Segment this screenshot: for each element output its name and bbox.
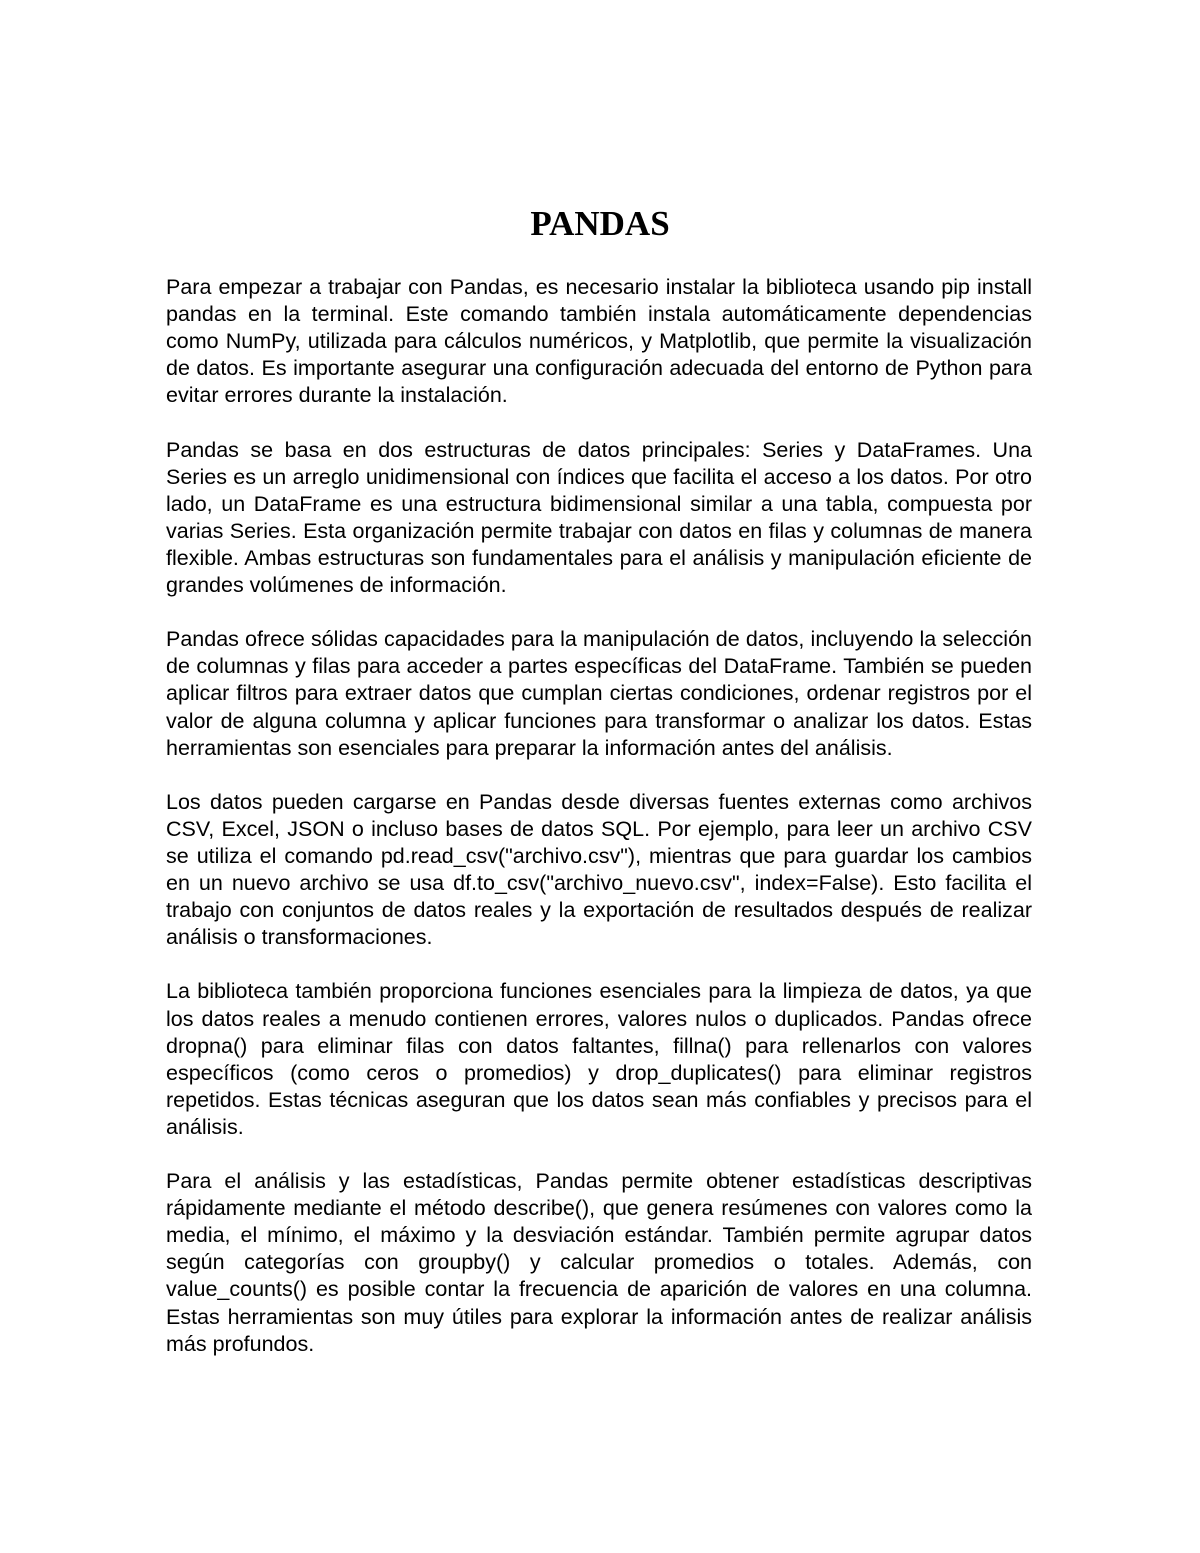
paragraph-installation: Para empezar a trabajar con Pandas, es necesario instalar la biblioteca usando pip install pandas en la terminal. Este comando también instala automáticamente dependencias como NumPy, utilizada para cálculos numéricos, y Matplotlib, que permite la visualización de datos. Es importante asegurar una configuración adecuada del entorno de Python para evitar errores durante la instalación. (166, 275, 1032, 408)
paragraph-manipulation: Pandas ofrece sólidas capacidades para la manipulación de datos, incluyendo la selección de columnas y filas para acceder a partes específicas del DataFrame. También se pueden aplicar filtros para extraer datos que cumplan ciertas condiciones, ordenar registros por el valor de alguna columna y aplicar funciones para transformar o analizar los datos. Estas herramientas son esenciales para preparar la información antes del análisis. (166, 627, 1032, 760)
paragraph-statistics: Para el análisis y las estadísticas, Pandas permite obtener estadísticas descriptivas rápidamente mediante el método describe(), que genera resúmenes con valores como la media, el mínimo, el máximo y la desviación estándar. También permite agrupar datos según categorías con groupby() y calcular promedios o totales. Además, con value_counts() es posible contar la frecuencia de aparición de valores en una columna. Estas herramientas son muy útiles para explorar la información antes de realizar análisis más profundos. (166, 1169, 1032, 1356)
document-title: PANDAS (530, 204, 670, 243)
paragraph-data-structures: Pandas se basa en dos estructuras de datos principales: Series y DataFrames. Una Series es un arreglo unidimensional con índices que facilita el acceso a los datos. Por otro lado, un DataFrame es una estructura bidimensional similar a una tabla, compuesta por varias Series. Esta organización permite trabajar con datos en filas y columnas de manera flexible. Ambas estructuras son fundamentales para el análisis y manipulación eficiente de grandes volúmenes de información. (166, 437, 1032, 598)
paragraph-cleaning: La biblioteca también proporciona funciones esenciales para la limpieza de datos, ya que los datos reales a menudo contienen errores, valores nulos o duplicados. Pandas ofrece dropna() para eliminar filas con datos faltantes, fillna() para rellenarlos con valores específicos (como ceros o promedios) y drop_duplicates() para eliminar registros repetidos. Estas técnicas aseguran que los datos sean más confiables y precisos para el análisis. (166, 979, 1032, 1139)
document-body (166, 274, 1032, 1358)
paragraph-loading-data: Los datos pueden cargarse en Pandas desde diversas fuentes externas como archivos CSV, Excel, JSON o incluso bases de datos SQL. Por ejemplo, para leer un archivo CSV se utiliza el comando pd.read_csv("archivo.csv"), mientras que para guardar los cambios en un nuevo archivo se usa df.to_csv("archivo_nuevo.csv", index=False). Esto facilita el trabajo con conjuntos de datos reales y la exportación de resultados después de realizar análisis o transformaciones. (166, 789, 1032, 950)
